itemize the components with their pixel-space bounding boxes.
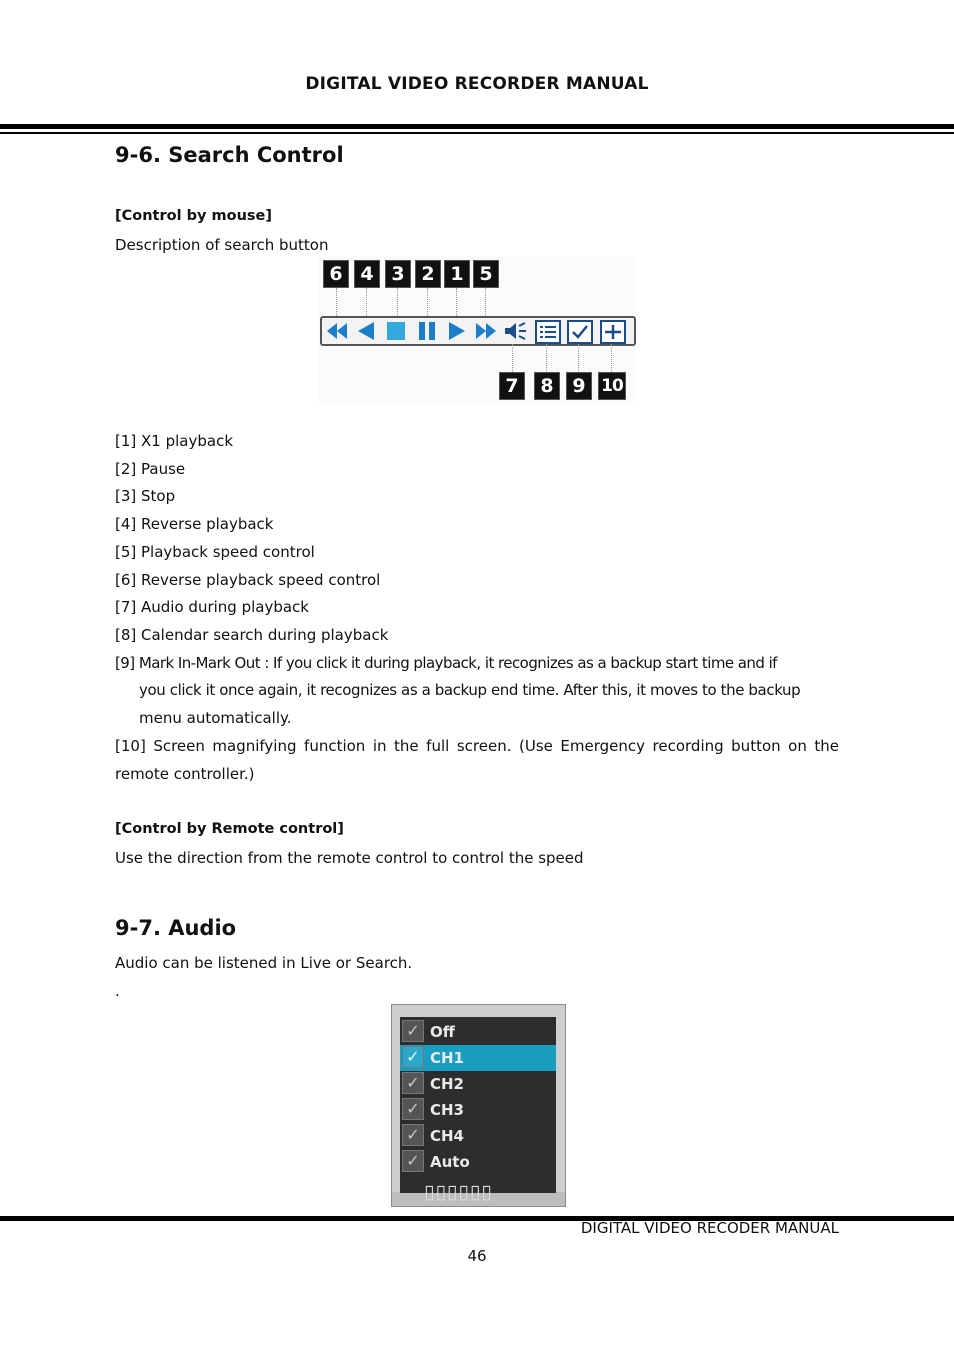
stop-icon[interactable] — [384, 320, 408, 342]
mark-check-icon[interactable] — [567, 320, 593, 344]
list-item-9-line2: you click it once again, it recognizes as a backup end time. After this, it moves to the backup — [139, 681, 801, 699]
badge-5: 5 — [473, 260, 499, 288]
badge-4: 4 — [354, 260, 380, 288]
footer-title: DIGITAL VIDEO RECODER MANUAL — [580, 1219, 839, 1237]
list-item: [1] X1 playback — [115, 432, 234, 450]
audio-option-label: CH1 — [430, 1049, 464, 1067]
audio-icon[interactable] — [502, 320, 526, 342]
audio-menu-footer-glyphs: ▯▯▯▯▯▯ — [424, 1181, 493, 1203]
audio-menu-panel — [400, 1017, 556, 1203]
play-icon[interactable] — [445, 320, 469, 342]
audio-option-ch2[interactable] — [400, 1071, 556, 1097]
page-number: 46 — [467, 1247, 487, 1265]
subheading-control-by-remote: [Control by Remote control] — [115, 821, 344, 837]
fast-rewind-icon[interactable] — [325, 320, 349, 342]
header-rule-thin — [0, 132, 954, 134]
checkbox-icon: ✓ — [402, 1124, 424, 1146]
audio-option-ch4[interactable] — [400, 1123, 556, 1149]
badge-9: 9 — [566, 372, 592, 400]
guide-line — [366, 288, 367, 316]
badge-6: 6 — [323, 260, 349, 288]
list-item-10-line1: [10] Screen magnifying function in the full screen. (Use Emergency recording button on the — [115, 737, 839, 755]
stray-dot: . — [115, 982, 120, 1000]
badge-1: 1 — [444, 260, 470, 288]
audio-description: Audio can be listened in Live or Search. — [115, 954, 413, 972]
header-rule-thick — [0, 124, 954, 129]
guide-line — [578, 344, 579, 372]
mouse-description: Description of search button — [115, 236, 329, 254]
list-item: [2] Pause — [115, 460, 186, 478]
badge-2: 2 — [415, 260, 441, 288]
audio-option-label: CH2 — [430, 1075, 464, 1093]
document-header-title: DIGITAL VIDEO RECORDER MANUAL — [305, 74, 649, 94]
audio-option-label: Off — [430, 1023, 455, 1041]
list-item: [7] Audio during playback — [115, 598, 309, 616]
guide-line — [397, 288, 398, 316]
calendar-list-icon[interactable] — [535, 320, 561, 344]
badge-10: 10 — [598, 372, 626, 400]
section-heading-search-control: 9-6. Search Control — [115, 143, 344, 167]
audio-menu-figure — [391, 1004, 566, 1207]
guide-line — [512, 344, 513, 372]
guide-line — [427, 288, 428, 316]
checkbox-icon: ✓ — [402, 1098, 424, 1120]
guide-line — [485, 288, 486, 316]
list-item-9-line3: menu automatically. — [139, 709, 292, 727]
list-item: [5] Playback speed control — [115, 543, 315, 561]
checkbox-icon: ✓ — [402, 1046, 424, 1068]
guide-line — [546, 344, 547, 372]
remote-description: Use the direction from the remote control to control the speed — [115, 849, 584, 867]
badge-3: 3 — [385, 260, 411, 288]
section-heading-audio: 9-7. Audio — [115, 916, 237, 940]
list-item: [3] Stop — [115, 487, 176, 505]
audio-option-label: Auto — [430, 1153, 470, 1171]
badge-8: 8 — [534, 372, 560, 400]
checkbox-icon: ✓ — [402, 1072, 424, 1094]
guide-line — [336, 288, 337, 316]
guide-line — [611, 344, 612, 372]
guide-line — [456, 288, 457, 316]
search-buttons-figure — [318, 256, 636, 402]
badge-7: 7 — [499, 372, 525, 400]
audio-option-off[interactable] — [400, 1019, 556, 1045]
audio-option-ch1[interactable] — [400, 1045, 556, 1071]
list-item: [8] Calendar search during playback — [115, 626, 389, 644]
subheading-control-by-mouse: [Control by mouse] — [115, 208, 272, 224]
fast-forward-icon[interactable] — [474, 320, 498, 342]
pause-icon[interactable] — [415, 320, 439, 342]
checkbox-icon: ✓ — [402, 1150, 424, 1172]
audio-option-ch3[interactable] — [400, 1097, 556, 1123]
audio-option-label: CH4 — [430, 1127, 464, 1145]
checkbox-icon: ✓ — [402, 1020, 424, 1042]
search-toolbar — [320, 316, 636, 346]
audio-option-label: CH3 — [430, 1101, 464, 1119]
zoom-plus-icon[interactable] — [600, 320, 626, 344]
list-item: [6] Reverse playback speed control — [115, 571, 381, 589]
list-item-10-line2: remote controller.) — [115, 765, 255, 783]
list-item-9-line1: [9] Mark In-Mark Out : If you click it during playback, it recognizes as a backup start time and if — [115, 654, 777, 672]
reverse-play-icon[interactable] — [354, 320, 378, 342]
list-item: [4] Reverse playback — [115, 515, 274, 533]
audio-option-auto[interactable] — [400, 1149, 556, 1175]
